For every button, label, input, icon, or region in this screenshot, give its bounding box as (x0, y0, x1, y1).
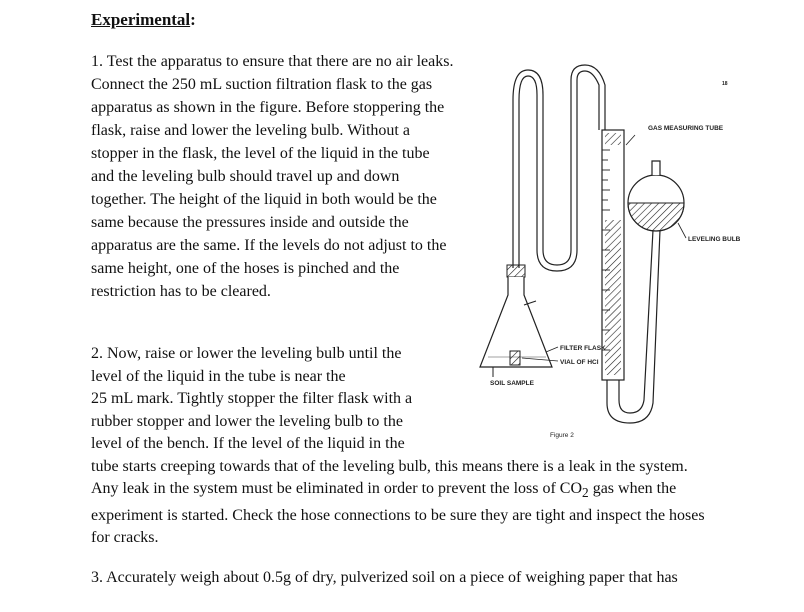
step-2-line (91, 478, 781, 505)
figure-caption: Figure 2 (550, 432, 574, 439)
heading-text: Experimental (91, 10, 191, 29)
heading-colon: : (190, 10, 196, 29)
step-2-line: rubber stopper and lower the leveling bulb to the (91, 412, 403, 430)
apparatus-figure (460, 55, 780, 450)
co2-subscript: 2 (582, 485, 589, 501)
label-vial-hcl: VIAL OF HCl (560, 359, 599, 366)
section-heading (91, 10, 196, 30)
leveling-bulb (628, 161, 684, 231)
co2-text-after: gas when the (588, 480, 677, 497)
step-3-paragraph: 3. Accurately weigh about 0.5g of dry, pulverized soil on a piece of weighing paper that has (91, 569, 678, 586)
label-soil-sample: SOIL SAMPLE (490, 380, 534, 387)
label-filter-flask: FILTER FLASK (560, 345, 606, 352)
flask-hose (513, 65, 605, 268)
step-2-line: tube starts creeping towards that of the leveling bulb, this means there is a leak in the system. (91, 457, 688, 475)
step-2-line: level of the bench. If the level of the liquid in the (91, 435, 405, 452)
filter-flask (480, 265, 552, 377)
step-2-line: level of the liquid in the tube is near the (91, 367, 346, 385)
co2-text-before: Any leak in the system must be eliminated in order to prevent the loss of CO (91, 480, 583, 497)
label-leveling-bulb: LEVELING BULB (688, 236, 741, 243)
step-2-line: 2. Now, raise or lower the leveling bulb until the (91, 345, 402, 362)
step-2-line: 25 mL mark. Tightly stopper the filter flask with a (91, 390, 413, 407)
step-2-line: for cracks. (91, 529, 159, 547)
label-top-mark: 18 (722, 81, 728, 87)
step-1-paragraph: 1. Test the apparatus to ensure that there are no air leaks. Connect the 250 mL suction filtration flask to the gas apparatus as shown in the figure. Before stoppering the flask, raise and lower the leveling bulb. Without a stopper in the flask, the level of the liquid in the tube and the leveling bulb should travel up and down together. The height of the liquid in both would be the same because the pressures inside and outside the apparatus are the same. If the levels do not adjust to the same height, one of the hoses is pinched and the restriction has to be cleared. (91, 53, 454, 300)
label-gas-measuring-tube: GAS MEASURING TUBE (648, 125, 724, 132)
step-2-line: experiment is started. Check the hose connections to be sure they are tight and inspect the hoses (91, 506, 705, 524)
